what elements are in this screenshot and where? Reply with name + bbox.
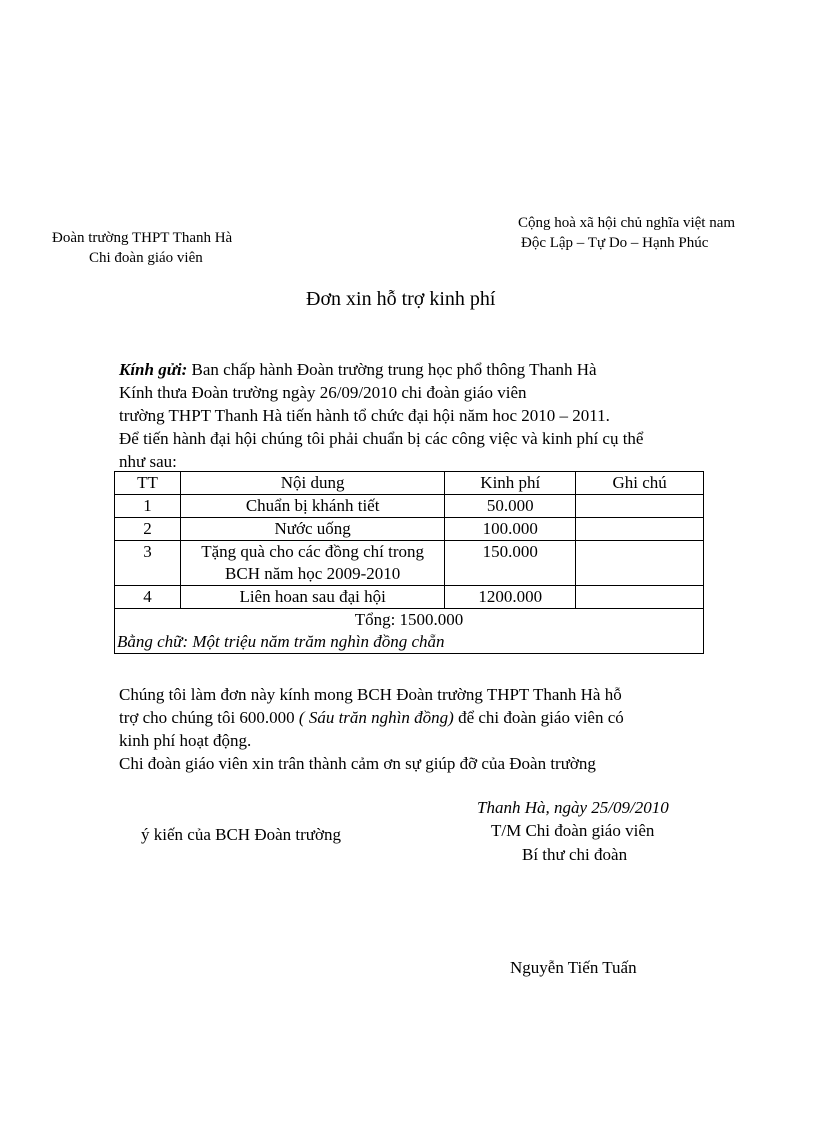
header-amount: Kinh phí bbox=[445, 472, 576, 495]
table-row bbox=[115, 541, 704, 586]
org-branch: Chi đoàn giáo viên bbox=[89, 250, 203, 266]
on-behalf-label: T/M Chi đoàn giáo viên bbox=[491, 821, 655, 840]
row-content: Nước uống bbox=[180, 518, 444, 541]
intro-line: trường THPT Thanh Hà tiến hành tổ chức đại hội năm hoc 2010 – 2011. bbox=[119, 406, 610, 425]
intro-line: Để tiến hành đại hội chúng tôi phải chuẩn bị các công việc và kinh phí cụ thể bbox=[119, 429, 644, 448]
request-text: trợ cho chúng tôi 600.000 bbox=[119, 708, 299, 727]
header-tt: TT bbox=[115, 472, 181, 495]
signer-name: Nguyễn Tiến Tuấn bbox=[510, 958, 637, 977]
salutation bbox=[119, 358, 597, 381]
row-content-line: BCH năm học 2009-2010 bbox=[225, 564, 401, 583]
row-tt: 1 bbox=[115, 495, 181, 518]
national-motto: Độc Lập – Tự Do – Hạnh Phúc bbox=[521, 235, 709, 251]
row-tt: 3 bbox=[115, 541, 181, 586]
total-in-words: Bằng chữ: Một triệu năm trăm nghìn đồng chẵn bbox=[117, 632, 445, 651]
table-total-row bbox=[115, 609, 704, 654]
row-amount: 150.000 bbox=[445, 541, 576, 586]
row-amount: 100.000 bbox=[445, 518, 576, 541]
request-line bbox=[119, 706, 624, 729]
document-title: Đơn xin hỗ trợ kinh phí bbox=[306, 288, 496, 310]
place-date: Thanh Hà, ngày 25/09/2010 bbox=[477, 798, 669, 817]
row-tt: 2 bbox=[115, 518, 181, 541]
row-amount: 1200.000 bbox=[445, 586, 576, 609]
national-title: Cộng hoà xã hội chủ nghĩa việt nam bbox=[518, 215, 736, 231]
header-note: Ghi chú bbox=[576, 472, 704, 495]
org-name: Đoàn trường THPT Thanh Hà bbox=[52, 230, 233, 246]
request-text: để chi đoàn giáo viên có bbox=[453, 708, 624, 727]
table-row bbox=[115, 495, 704, 518]
request-line: Chúng tôi làm đơn này kính mong BCH Đoàn trường THPT Thanh Hà hỗ bbox=[119, 685, 622, 704]
row-content-line: Tặng quà cho các đồng chí trong bbox=[201, 542, 425, 561]
table-row bbox=[115, 586, 704, 609]
row-amount: 50.000 bbox=[445, 495, 576, 518]
total-cell bbox=[115, 609, 704, 654]
salutation-recipient: Ban chấp hành Đoàn trường trung học phổ thông Thanh Hà bbox=[187, 360, 597, 379]
row-tt: 4 bbox=[115, 586, 181, 609]
row-note bbox=[576, 541, 704, 586]
row-content: Liên hoan sau đại hội bbox=[180, 586, 444, 609]
row-content: Chuẩn bị khánh tiết bbox=[180, 495, 444, 518]
signer-role: Bí thư chi đoàn bbox=[522, 845, 628, 864]
intro-line: Kính thưa Đoàn trường ngày 26/09/2010 chi đoàn giáo viên bbox=[119, 383, 527, 402]
row-note bbox=[576, 518, 704, 541]
total-amount: Tổng: 1500.000 bbox=[354, 610, 464, 629]
request-line: Chi đoàn giáo viên xin trân thành cảm ơn sự giúp đỡ của Đoàn trường bbox=[119, 754, 596, 773]
table-row bbox=[115, 518, 704, 541]
row-content bbox=[180, 541, 444, 586]
expense-table bbox=[114, 471, 704, 654]
header-content: Nội dung bbox=[180, 472, 444, 495]
intro-line: như sau: bbox=[119, 452, 177, 471]
row-note bbox=[576, 586, 704, 609]
request-amount-words: ( Sáu trăn nghìn đồng) bbox=[298, 708, 454, 727]
request-line: kinh phí hoạt động. bbox=[119, 731, 252, 750]
table-header-row bbox=[115, 472, 704, 495]
board-opinion-label: ý kiến của BCH Đoàn trường bbox=[141, 825, 341, 844]
salutation-label: Kính gửi: bbox=[119, 360, 188, 379]
row-note bbox=[576, 495, 704, 518]
